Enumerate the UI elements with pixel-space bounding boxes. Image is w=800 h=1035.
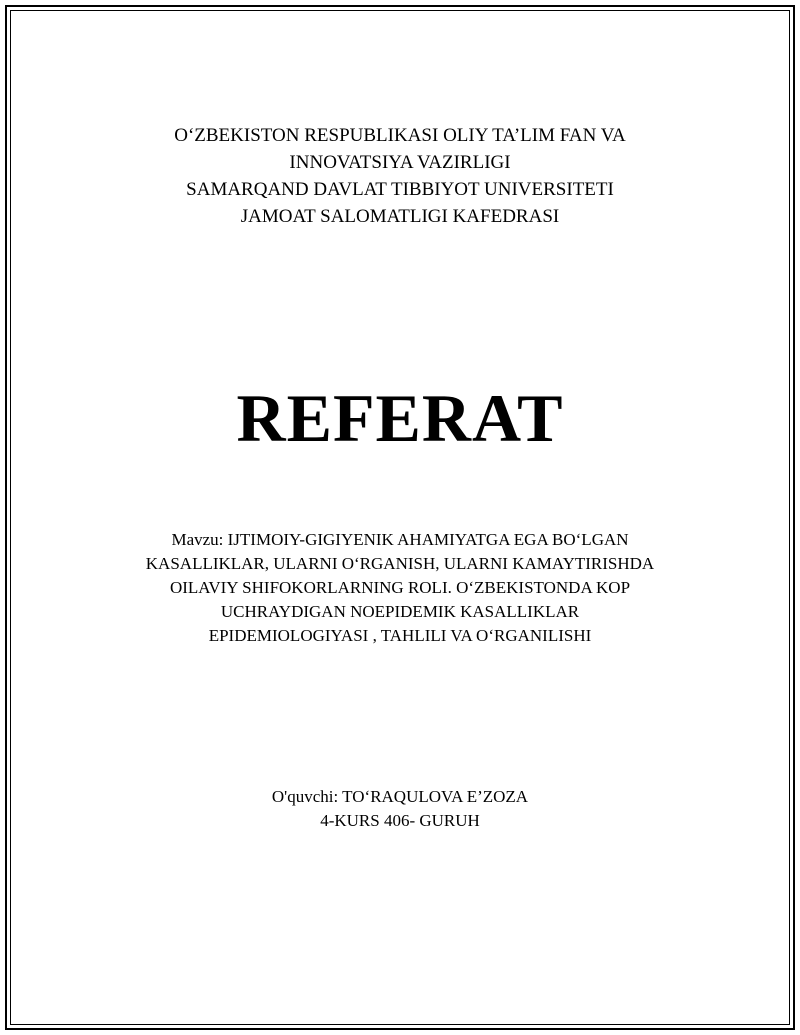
header-line-2: INNOVATSIYA VAZIRLIGI [289, 152, 511, 173]
topic-line-3: OILAVIY SHIFOKORLARNING ROLI. O‘ZBEKISTONDA KOP [169, 578, 631, 597]
topic-line-2: KASALLIKLAR, ULARNI O‘RGANISH, ULARNI KAMAYTIRISHDA [145, 554, 655, 573]
header-line-4: JAMOAT SALOMATLIGI KAFEDRASI [240, 206, 560, 227]
topic-block [0, 528, 800, 648]
header-line-3: SAMARQAND DAVLAT TIBBIYOT UNIVERSITETI [186, 179, 614, 200]
header-line-1: O‘ZBEKISTON RESPUBLIKASI OLIY TA’LIM FAN VA [174, 125, 626, 146]
institution-header [0, 122, 800, 230]
topic-line-4: UCHRAYDIGAN NOEPIDEMIK KASALLIKLAR [220, 602, 580, 621]
student-name: O'quvchi: TO‘RAQULOVA E’ZOZA [271, 787, 529, 806]
topic-line-1: Mavzu: IJTIMOIY-GIGIYENIK AHAMIYATGA EGA BO‘LGAN [171, 530, 629, 549]
student-block [0, 785, 800, 833]
topic-line-5: EPIDEMIOLOGIYASI , TAHLILI VA O‘RGANILISHI [208, 626, 592, 645]
student-group: 4-KURS 406- GURUH [320, 811, 480, 830]
document-title: REFERAT [236, 380, 564, 456]
